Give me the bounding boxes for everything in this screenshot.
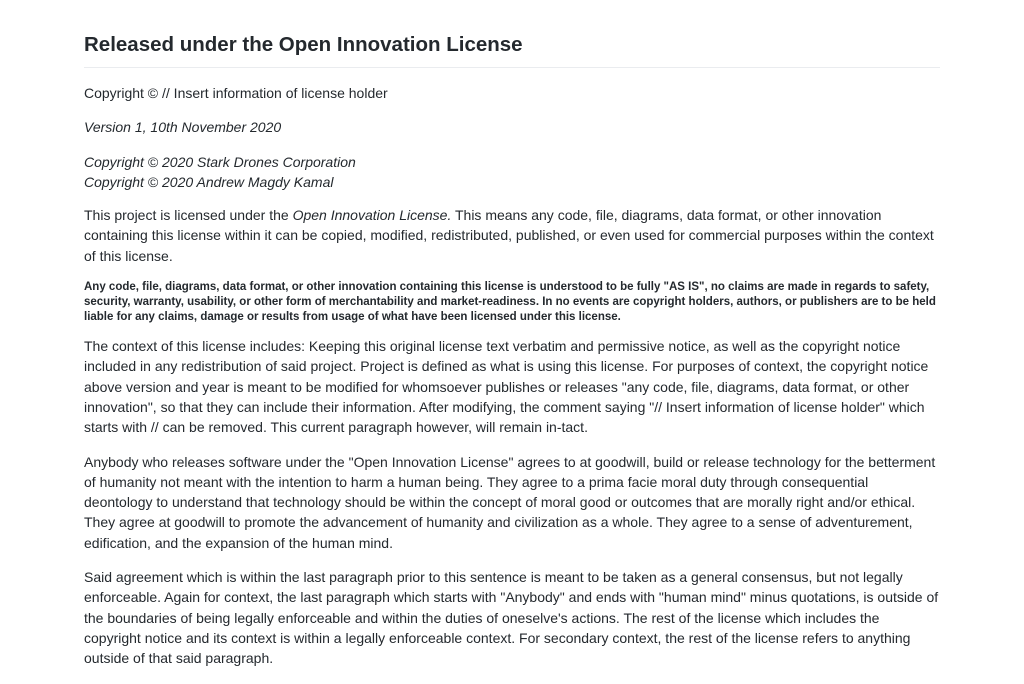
version-line: Version 1, 10th November 2020 — [84, 119, 282, 136]
licensed-text-before: This project is licensed under the — [84, 207, 293, 224]
licensed-text-after: This means any code, file, diagrams, data format, or other innovation containing this license within it can be copied, modified, redistributed, published, or even used for commercial purposes within the context of this license. — [84, 207, 934, 264]
disclaimer-paragraph: Any code, file, diagrams, data format, or other innovation containing this license is understood to be fully "AS IS", no claims are made in regards to safety, security, warranty, usability, or other form of merchantability and market-readiness. In no events are copyright holders, authors, or publishers are to be held liable for any claims, damage or results from usage of what have been licensed under this license. — [84, 281, 936, 324]
copyright-holders — [84, 152, 940, 193]
licensed-paragraph — [84, 205, 940, 266]
agreement-paragraph: Said agreement which is within the last paragraph prior to this sentence is meant to be taken as a general consensus, but not legally enforceable. Again for context, the last paragraph which starts with "Anybody" and ends with "human mind" minus quotations, is outside of the boundaries of being legally enforceable and within the duties of oneselve's actions. The rest of the license which includes the copyright notice and its context is within a legally enforceable context. For secondary context, the rest of the license refers to anything outside of that said paragraph. — [84, 569, 939, 667]
copyright-holder-2: Copyright © 2020 Andrew Magdy Kamal — [84, 173, 334, 190]
copyright-holder-1: Copyright © 2020 Stark Drones Corporation — [84, 153, 356, 170]
page-title: Released under the Open Innovation License — [84, 30, 940, 68]
license-document — [84, 30, 940, 669]
copyright-placeholder-line: Copyright © // Insert information of license holder — [84, 85, 388, 101]
goodwill-paragraph: Anybody who releases software under the "Open Innovation License" agrees to at goodwill, build or release technology for the betterment of humanity not meant with the intention to harm a human being. They agree to a prima facie moral duty through consequential deontology to understand that technology should be within the concept of moral good or outcomes that are morally right and/or ethical. They agree at goodwill to promote the advancement of humanity and civilization as a whole. They agree to a sense of adventurement, edification, and the expansion of the human mind. — [84, 453, 936, 551]
context-paragraph: The context of this license includes: Keeping this original license text verbatim and permissive notice, as well as the copyright notice included in any redistribution of said project. Project is defined as what is using this license. For purposes of context, the copyright notice above version and year is meant to be modified for whomsoever publishes or releases "any code, file, diagrams, data format, or other innovation", so that they can include their information. After modifying, the comment saying "// Insert information of license holder" which starts with // can be removed. This current paragraph however, will remain in-tact. — [84, 338, 929, 436]
license-name: Open Innovation License. — [292, 207, 452, 224]
